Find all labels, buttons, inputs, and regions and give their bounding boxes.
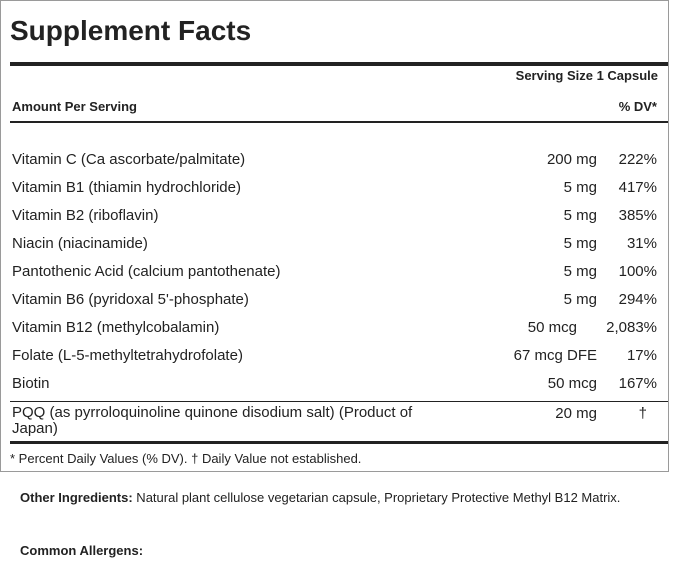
other-ingredients-label: Other Ingredients: xyxy=(20,490,133,505)
other-ingredients xyxy=(20,488,660,508)
divider-bottom xyxy=(10,441,668,444)
panel-title: Supplement Facts xyxy=(10,15,252,46)
common-allergens-label: Common Allergens: xyxy=(20,543,144,558)
nutrient-amount: 5 mg xyxy=(563,235,597,252)
nutrient-amount: 5 mg xyxy=(563,179,597,196)
divider-mid xyxy=(10,121,668,123)
nutrient-name: Vitamin C (Ca ascorbate/palmitate) xyxy=(12,151,246,168)
nutrient-amount: 5 mg xyxy=(563,207,597,224)
nutrient-row xyxy=(12,235,657,259)
nutrient-name: Vitamin B6 (pyridoxal 5'-phosphate) xyxy=(12,291,249,308)
nutrient-row xyxy=(12,151,657,175)
nutrient-dv: 17% xyxy=(626,347,657,364)
nutrient-name: Vitamin B1 (thiamin hydrochloride) xyxy=(12,179,241,196)
nutrient-dv: 222% xyxy=(618,151,657,168)
nutrient-amount: 200 mg xyxy=(546,151,597,168)
nutrient-name: Vitamin B12 (methylcobalamin) xyxy=(12,319,220,336)
nutrient-row xyxy=(12,291,657,315)
nutrient-name: Niacin (niacinamide) xyxy=(12,235,148,252)
nutrient-dv: 385% xyxy=(618,207,657,224)
nutrient-row xyxy=(12,207,657,231)
nutrient-row-pqq xyxy=(12,405,657,439)
footnote: * Percent Daily Values (% DV). † Daily Value not established. xyxy=(10,451,362,466)
nutrient-amount: 50 mcg xyxy=(527,319,577,336)
divider-thick xyxy=(10,62,668,66)
divider-row xyxy=(10,401,668,402)
nutrient-amount: 5 mg xyxy=(563,263,597,280)
nutrient-dv: 100% xyxy=(618,263,657,280)
nutrient-name: Folate (L-5-methyltetrahydrofolate) xyxy=(12,347,243,364)
nutrient-name: PQQ (as pyrroloquinoline quinone disodium salt) (Product of Japan) xyxy=(12,404,413,437)
nutrient-dv: 294% xyxy=(618,291,657,308)
nutrient-row xyxy=(12,319,657,343)
nutrient-dv: † xyxy=(638,405,647,422)
nutrient-amount: 50 mcg xyxy=(547,375,597,392)
nutrient-amount: 20 mg xyxy=(555,405,597,422)
nutrient-amount: 5 mg xyxy=(563,291,597,308)
nutrient-name: Vitamin B2 (riboflavin) xyxy=(12,207,159,224)
nutrient-name: Biotin xyxy=(12,375,50,392)
nutrient-dv: 31% xyxy=(626,235,657,252)
dv-header: % DV* xyxy=(618,99,657,114)
nutrient-row xyxy=(12,179,657,203)
nutrient-name: Pantothenic Acid (calcium pantothenate) xyxy=(12,263,281,280)
nutrient-row xyxy=(12,375,657,399)
serving-size: Serving Size 1 Capsule xyxy=(515,68,658,83)
nutrient-row xyxy=(12,263,657,287)
nutrient-dv: 2,083% xyxy=(606,319,657,336)
nutrient-dv: 167% xyxy=(618,375,657,392)
nutrient-amount: 67 mcg DFE xyxy=(513,347,597,364)
other-ingredients-text: Natural plant cellulose vegetarian capsule, Proprietary Protective Methyl B12 Matrix. xyxy=(132,490,621,505)
amount-per-serving-header: Amount Per Serving xyxy=(12,99,137,114)
nutrient-row xyxy=(12,347,657,371)
nutrient-dv: 417% xyxy=(618,179,657,196)
